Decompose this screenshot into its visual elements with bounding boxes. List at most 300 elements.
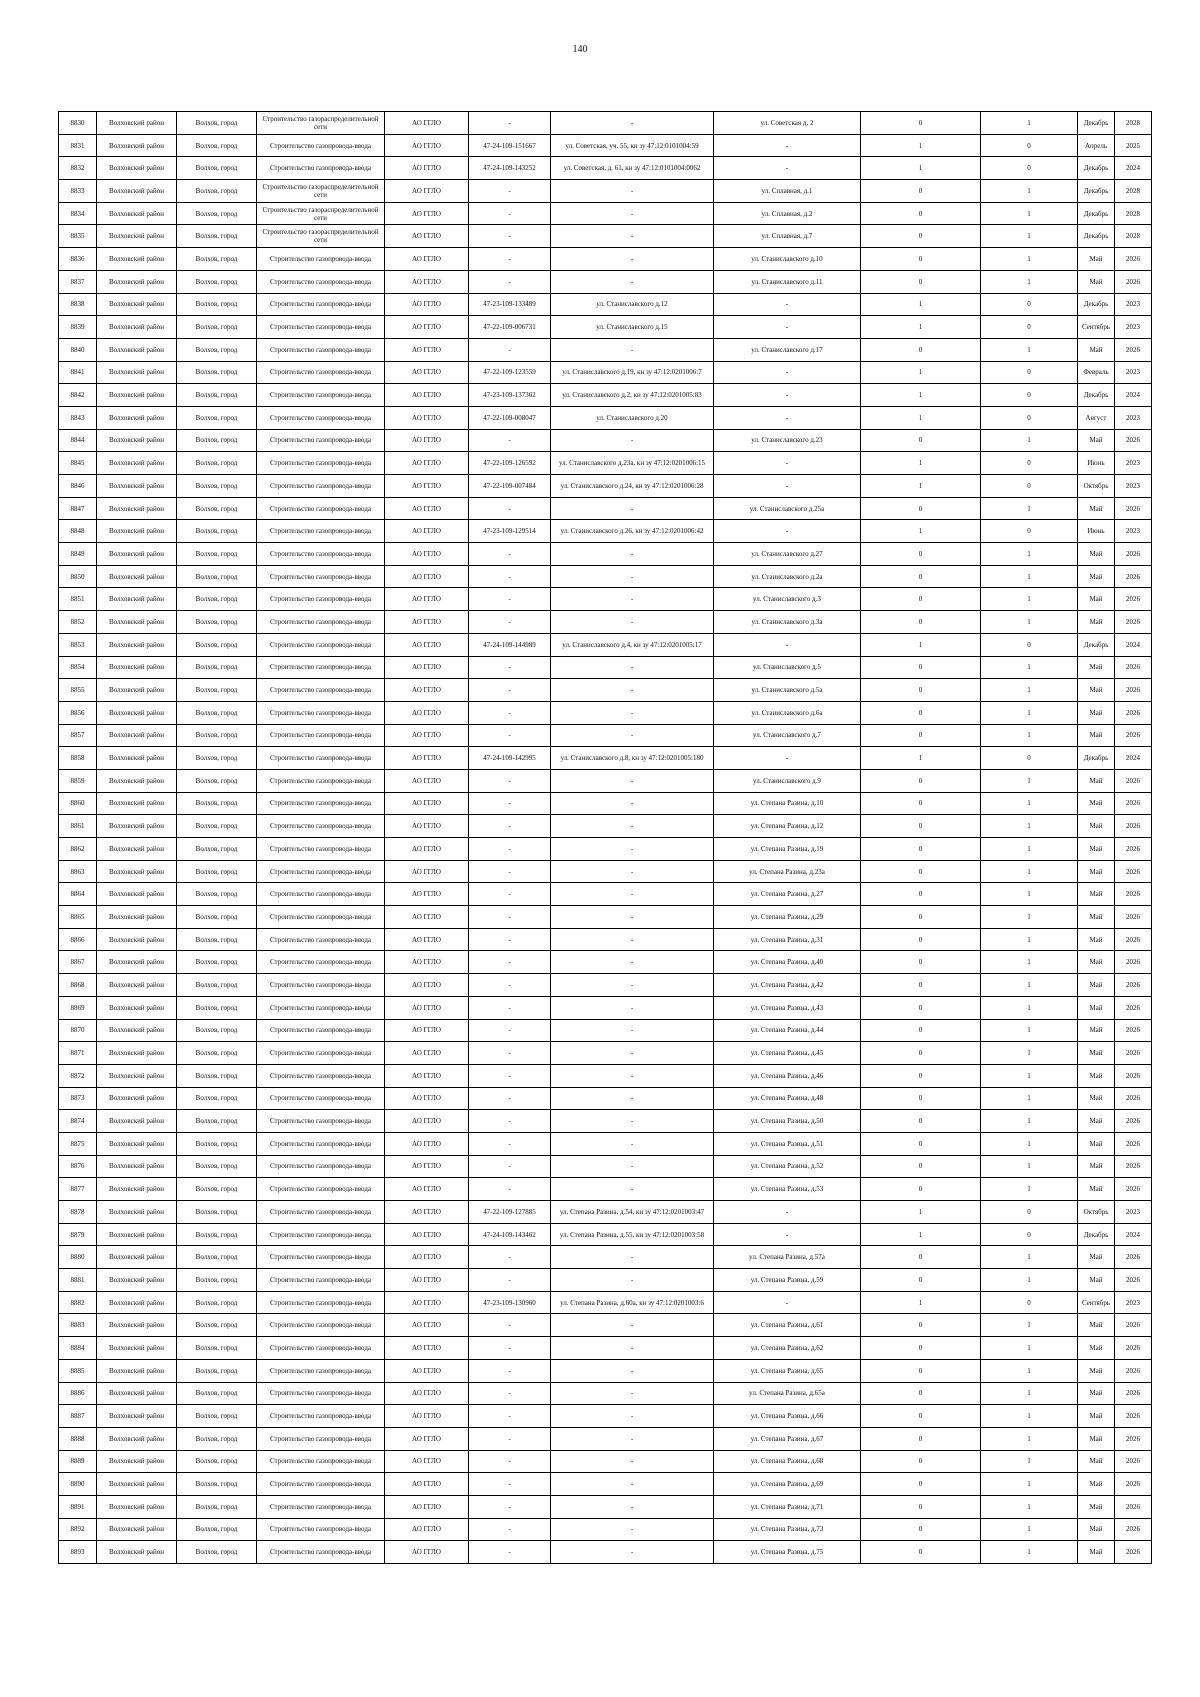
cell-year: 2028 (1115, 180, 1152, 203)
cell-row-number: 8875 (59, 1132, 97, 1155)
cell-district: Волховский район (97, 1019, 177, 1042)
cell-row-number: 8834 (59, 202, 97, 225)
cell-flag-planned: 1 (981, 1087, 1078, 1110)
cell-year: 2023 (1115, 406, 1152, 429)
table-row (59, 974, 1152, 997)
cell-year: 2026 (1115, 1495, 1152, 1518)
cell-district: Волховский район (97, 588, 177, 611)
cell-house-address: ул. Станиславского д.2а (714, 565, 861, 588)
cell-flag-planned: 0 (981, 475, 1078, 498)
table-row (59, 1359, 1152, 1382)
cell-parcel-address: - (551, 1359, 714, 1382)
cell-district: Волховский район (97, 1087, 177, 1110)
table-row (59, 906, 1152, 929)
cell-parcel-address: - (551, 679, 714, 702)
cell-month: Май (1078, 701, 1115, 724)
cell-work-type: Строительство газопровода-ввода (257, 452, 385, 475)
cell-district: Волховский район (97, 838, 177, 861)
cell-house-address: - (714, 361, 861, 384)
cell-district: Волховский район (97, 361, 177, 384)
cell-month: Май (1078, 338, 1115, 361)
cell-flag-applied: 1 (861, 475, 981, 498)
cell-district: Волховский район (97, 611, 177, 634)
cell-settlement: Волхов, город (177, 1246, 257, 1269)
cell-district: Волховский район (97, 1541, 177, 1564)
cell-organization: АО ГГЛО (385, 1155, 469, 1178)
cell-application-number: - (469, 724, 551, 747)
cell-year: 2026 (1115, 1450, 1152, 1473)
cell-house-address: ул. Станиславского д.27 (714, 543, 861, 566)
cell-application-number: 47-22-109-127885 (469, 1201, 551, 1224)
cell-work-type: Строительство газопровода-ввода (257, 157, 385, 180)
cell-district: Волховский район (97, 293, 177, 316)
cell-house-address: - (714, 1291, 861, 1314)
cell-flag-applied: 0 (861, 860, 981, 883)
cell-year: 2026 (1115, 248, 1152, 271)
cell-parcel-address: ул. Станиславского д.4, кн зу 47:12:0201005:17 (551, 633, 714, 656)
cell-row-number: 8871 (59, 1042, 97, 1065)
cell-organization: АО ГГЛО (385, 293, 469, 316)
cell-district: Волховский район (97, 1405, 177, 1428)
cell-year: 2026 (1115, 928, 1152, 951)
cell-month: Май (1078, 429, 1115, 452)
cell-district: Волховский район (97, 475, 177, 498)
cell-organization: АО ГГЛО (385, 928, 469, 951)
cell-flag-applied: 1 (861, 384, 981, 407)
cell-settlement: Волхов, город (177, 293, 257, 316)
cell-district: Волховский район (97, 1064, 177, 1087)
cell-application-number: - (469, 1450, 551, 1473)
table-row (59, 452, 1152, 475)
cell-settlement: Волхов, город (177, 974, 257, 997)
cell-flag-planned: 0 (981, 361, 1078, 384)
cell-flag-applied: 0 (861, 112, 981, 135)
table-row (59, 883, 1152, 906)
cell-application-number: - (469, 565, 551, 588)
cell-flag-planned: 0 (981, 452, 1078, 475)
cell-flag-applied: 0 (861, 429, 981, 452)
cell-flag-planned: 1 (981, 815, 1078, 838)
cell-parcel-address: ул. Станиславского д.23а, кн зу 47:12:0201006:15 (551, 452, 714, 475)
cell-year: 2028 (1115, 202, 1152, 225)
cell-application-number: - (469, 1359, 551, 1382)
cell-flag-planned: 1 (981, 1427, 1078, 1450)
cell-flag-applied: 0 (861, 974, 981, 997)
cell-application-number: - (469, 1337, 551, 1360)
cell-work-type: Строительство газопровода-ввода (257, 1246, 385, 1269)
cell-parcel-address: - (551, 1132, 714, 1155)
cell-settlement: Волхов, город (177, 1019, 257, 1042)
cell-row-number: 8854 (59, 656, 97, 679)
cell-organization: АО ГГЛО (385, 974, 469, 997)
cell-month: Май (1078, 883, 1115, 906)
cell-parcel-address: - (551, 1450, 714, 1473)
table-row (59, 270, 1152, 293)
cell-flag-planned: 1 (981, 1110, 1078, 1133)
cell-parcel-address: - (551, 1246, 714, 1269)
cell-month: Май (1078, 679, 1115, 702)
cell-work-type: Строительство газопровода-ввода (257, 1359, 385, 1382)
cell-organization: АО ГГЛО (385, 996, 469, 1019)
cell-month: Август (1078, 406, 1115, 429)
table-row (59, 1427, 1152, 1450)
cell-house-address: ул. Станиславского д.3а (714, 611, 861, 634)
cell-district: Волховский район (97, 202, 177, 225)
cell-parcel-address: ул. Советская, д. 61, кн зу 47:12:0101004:0062 (551, 157, 714, 180)
cell-month: Декабрь (1078, 202, 1115, 225)
cell-settlement: Волхов, город (177, 202, 257, 225)
cell-parcel-address: ул. Степана Разина, д.54, кн зу 47:12:0201003:47 (551, 1201, 714, 1224)
cell-settlement: Волхов, город (177, 588, 257, 611)
cell-work-type: Строительство газопровода-ввода (257, 996, 385, 1019)
cell-district: Волховский район (97, 1246, 177, 1269)
cell-house-address: ул. Сплавная, д.1 (714, 180, 861, 203)
cell-application-number: 47-22-109-123559 (469, 361, 551, 384)
cell-house-address: - (714, 520, 861, 543)
cell-application-number: - (469, 679, 551, 702)
table-row (59, 293, 1152, 316)
cell-year: 2026 (1115, 1019, 1152, 1042)
cell-organization: АО ГГЛО (385, 338, 469, 361)
cell-house-address: - (714, 747, 861, 770)
cell-organization: АО ГГЛО (385, 1314, 469, 1337)
cell-flag-planned: 1 (981, 1518, 1078, 1541)
cell-month: Май (1078, 1359, 1115, 1382)
table-row (59, 1382, 1152, 1405)
cell-settlement: Волхов, город (177, 270, 257, 293)
table-row (59, 792, 1152, 815)
cell-row-number: 8885 (59, 1359, 97, 1382)
cell-month: Декабрь (1078, 747, 1115, 770)
cell-parcel-address: - (551, 1064, 714, 1087)
cell-work-type: Строительство газопровода-ввода (257, 316, 385, 339)
cell-flag-applied: 1 (861, 1291, 981, 1314)
cell-district: Волховский район (97, 1178, 177, 1201)
cell-flag-applied: 0 (861, 1155, 981, 1178)
cell-work-type: Строительство газопровода-ввода (257, 860, 385, 883)
cell-year: 2028 (1115, 112, 1152, 135)
cell-house-address: ул. Станиславского д.3 (714, 588, 861, 611)
cell-parcel-address: - (551, 1314, 714, 1337)
cell-house-address: ул. Степана Разина, д.43 (714, 996, 861, 1019)
cell-row-number: 8838 (59, 293, 97, 316)
cell-application-number: - (469, 951, 551, 974)
cell-flag-applied: 0 (861, 996, 981, 1019)
table-row (59, 1291, 1152, 1314)
cell-settlement: Волхов, город (177, 316, 257, 339)
table-row (59, 1019, 1152, 1042)
cell-flag-planned: 0 (981, 1201, 1078, 1224)
cell-house-address: ул. Сплавная, д.7 (714, 225, 861, 248)
cell-year: 2024 (1115, 747, 1152, 770)
cell-settlement: Волхов, город (177, 1405, 257, 1428)
cell-flag-planned: 1 (981, 1314, 1078, 1337)
cell-flag-planned: 0 (981, 520, 1078, 543)
cell-house-address: ул. Степана Разина, д.65а (714, 1382, 861, 1405)
cell-district: Волховский район (97, 225, 177, 248)
cell-application-number: 47-22-109-126592 (469, 452, 551, 475)
table-row (59, 1178, 1152, 1201)
cell-settlement: Волхов, город (177, 928, 257, 951)
cell-flag-planned: 1 (981, 202, 1078, 225)
cell-settlement: Волхов, город (177, 792, 257, 815)
cell-flag-planned: 1 (981, 1178, 1078, 1201)
cell-application-number: 47-24-109-143252 (469, 157, 551, 180)
cell-flag-applied: 0 (861, 1359, 981, 1382)
cell-district: Волховский район (97, 633, 177, 656)
cell-flag-planned: 1 (981, 1541, 1078, 1564)
cell-organization: АО ГГЛО (385, 475, 469, 498)
cell-flag-planned: 0 (981, 157, 1078, 180)
cell-row-number: 8880 (59, 1246, 97, 1269)
cell-district: Волховский район (97, 747, 177, 770)
cell-organization: АО ГГЛО (385, 1087, 469, 1110)
cell-settlement: Волхов, город (177, 1155, 257, 1178)
cell-row-number: 8859 (59, 769, 97, 792)
table-row (59, 384, 1152, 407)
cell-settlement: Волхов, город (177, 543, 257, 566)
cell-row-number: 8869 (59, 996, 97, 1019)
cell-row-number: 8844 (59, 429, 97, 452)
cell-year: 2026 (1115, 1337, 1152, 1360)
cell-house-address: - (714, 1201, 861, 1224)
cell-flag-planned: 1 (981, 1473, 1078, 1496)
cell-flag-applied: 0 (861, 1132, 981, 1155)
cell-application-number: - (469, 1019, 551, 1042)
cell-row-number: 8890 (59, 1473, 97, 1496)
cell-district: Волховский район (97, 656, 177, 679)
cell-flag-applied: 0 (861, 1314, 981, 1337)
table-row (59, 1132, 1152, 1155)
cell-organization: АО ГГЛО (385, 1291, 469, 1314)
cell-settlement: Волхов, город (177, 475, 257, 498)
cell-parcel-address: - (551, 1382, 714, 1405)
cell-flag-applied: 0 (861, 1269, 981, 1292)
cell-house-address: ул. Станиславского д.25а (714, 497, 861, 520)
cell-work-type: Строительство газопровода-ввода (257, 1405, 385, 1428)
cell-work-type: Строительство газопровода-ввода (257, 747, 385, 770)
cell-district: Волховский район (97, 134, 177, 157)
cell-row-number: 8831 (59, 134, 97, 157)
cell-parcel-address: - (551, 906, 714, 929)
cell-year: 2026 (1115, 951, 1152, 974)
cell-parcel-address: - (551, 1405, 714, 1428)
cell-application-number: - (469, 996, 551, 1019)
cell-application-number: 47-23-109-133489 (469, 293, 551, 316)
cell-organization: АО ГГЛО (385, 384, 469, 407)
gasification-table (58, 111, 1152, 1564)
cell-flag-planned: 1 (981, 611, 1078, 634)
cell-work-type: Строительство газопровода-ввода (257, 1178, 385, 1201)
cell-month: Апрель (1078, 134, 1115, 157)
cell-settlement: Волхов, город (177, 724, 257, 747)
cell-flag-planned: 0 (981, 1291, 1078, 1314)
table-row (59, 112, 1152, 135)
cell-month: Май (1078, 1382, 1115, 1405)
cell-parcel-address: - (551, 1541, 714, 1564)
cell-house-address: ул. Степана Разина, д.67 (714, 1427, 861, 1450)
cell-work-type: Строительство газопровода-ввода (257, 1064, 385, 1087)
cell-parcel-address: - (551, 112, 714, 135)
cell-month: Май (1078, 838, 1115, 861)
cell-district: Волховский район (97, 452, 177, 475)
cell-application-number: - (469, 1110, 551, 1133)
cell-work-type: Строительство газопровода-ввода (257, 429, 385, 452)
cell-year: 2026 (1115, 565, 1152, 588)
cell-organization: АО ГГЛО (385, 1405, 469, 1428)
cell-flag-applied: 0 (861, 1178, 981, 1201)
cell-flag-planned: 1 (981, 1359, 1078, 1382)
cell-organization: АО ГГЛО (385, 1518, 469, 1541)
cell-settlement: Волхов, город (177, 701, 257, 724)
cell-parcel-address: ул. Станиславского д.12 (551, 293, 714, 316)
cell-month: Май (1078, 1042, 1115, 1065)
cell-settlement: Волхов, город (177, 1541, 257, 1564)
cell-settlement: Волхов, город (177, 225, 257, 248)
cell-district: Волховский район (97, 1042, 177, 1065)
cell-house-address: ул. Степана Разина, д.59 (714, 1269, 861, 1292)
cell-work-type: Строительство газопровода-ввода (257, 951, 385, 974)
cell-work-type: Строительство газопровода-ввода (257, 475, 385, 498)
cell-year: 2026 (1115, 1087, 1152, 1110)
cell-work-type: Строительство газопровода-ввода (257, 1541, 385, 1564)
cell-parcel-address: - (551, 202, 714, 225)
table-row (59, 225, 1152, 248)
cell-district: Волховский район (97, 1495, 177, 1518)
cell-flag-planned: 1 (981, 1042, 1078, 1065)
cell-work-type: Строительство газораспределительной сети (257, 112, 385, 135)
cell-house-address: ул. Станиславского д.9 (714, 769, 861, 792)
table-row (59, 860, 1152, 883)
cell-month: Май (1078, 611, 1115, 634)
cell-application-number: - (469, 588, 551, 611)
cell-organization: АО ГГЛО (385, 701, 469, 724)
cell-organization: АО ГГЛО (385, 633, 469, 656)
cell-month: Май (1078, 769, 1115, 792)
cell-year: 2026 (1115, 724, 1152, 747)
cell-flag-applied: 1 (861, 633, 981, 656)
cell-work-type: Строительство газопровода-ввода (257, 1042, 385, 1065)
cell-parcel-address: - (551, 497, 714, 520)
cell-parcel-address: ул. Станиславского д.8, кн зу 47:12:0201005:180 (551, 747, 714, 770)
cell-work-type: Строительство газопровода-ввода (257, 701, 385, 724)
cell-application-number: - (469, 883, 551, 906)
cell-parcel-address: - (551, 838, 714, 861)
cell-month: Май (1078, 951, 1115, 974)
cell-organization: АО ГГЛО (385, 1541, 469, 1564)
cell-house-address: ул. Степана Разина, д.27 (714, 883, 861, 906)
table-row (59, 338, 1152, 361)
cell-flag-applied: 1 (861, 452, 981, 475)
cell-flag-planned: 1 (981, 338, 1078, 361)
cell-district: Волховский район (97, 112, 177, 135)
cell-house-address: ул. Степана Разина, д.53 (714, 1178, 861, 1201)
cell-work-type: Строительство газопровода-ввода (257, 906, 385, 929)
cell-settlement: Волхов, город (177, 429, 257, 452)
cell-work-type: Строительство газопровода-ввода (257, 248, 385, 271)
cell-flag-planned: 1 (981, 1132, 1078, 1155)
cell-row-number: 8886 (59, 1382, 97, 1405)
table-row (59, 996, 1152, 1019)
cell-organization: АО ГГЛО (385, 679, 469, 702)
cell-house-address: - (714, 134, 861, 157)
cell-year: 2026 (1115, 1541, 1152, 1564)
cell-year: 2025 (1115, 134, 1152, 157)
cell-house-address: ул. Степана Разина, д.69 (714, 1473, 861, 1496)
cell-house-address: ул. Степана Разина, д.75 (714, 1541, 861, 1564)
cell-row-number: 8849 (59, 543, 97, 566)
cell-application-number: 47-24-109-142995 (469, 747, 551, 770)
cell-settlement: Волхов, город (177, 1382, 257, 1405)
table-row (59, 679, 1152, 702)
cell-row-number: 8888 (59, 1427, 97, 1450)
cell-flag-planned: 1 (981, 724, 1078, 747)
cell-work-type: Строительство газопровода-ввода (257, 724, 385, 747)
cell-month: Декабрь (1078, 1223, 1115, 1246)
cell-work-type: Строительство газопровода-ввода (257, 1518, 385, 1541)
cell-parcel-address: - (551, 270, 714, 293)
cell-application-number: - (469, 225, 551, 248)
cell-flag-planned: 1 (981, 180, 1078, 203)
cell-row-number: 8865 (59, 906, 97, 929)
cell-flag-applied: 0 (861, 497, 981, 520)
cell-year: 2023 (1115, 452, 1152, 475)
table-row (59, 1450, 1152, 1473)
cell-year: 2026 (1115, 1359, 1152, 1382)
cell-work-type: Строительство газопровода-ввода (257, 1110, 385, 1133)
cell-organization: АО ГГЛО (385, 520, 469, 543)
cell-flag-applied: 0 (861, 202, 981, 225)
cell-month: Май (1078, 1132, 1115, 1155)
cell-organization: АО ГГЛО (385, 248, 469, 271)
cell-district: Волховский район (97, 497, 177, 520)
cell-work-type: Строительство газопровода-ввода (257, 1382, 385, 1405)
cell-month: Декабрь (1078, 225, 1115, 248)
cell-year: 2026 (1115, 1518, 1152, 1541)
table-row (59, 1201, 1152, 1224)
cell-settlement: Волхов, город (177, 1518, 257, 1541)
cell-flag-planned: 0 (981, 747, 1078, 770)
cell-settlement: Волхов, город (177, 679, 257, 702)
cell-house-address: ул. Степана Разина, д.46 (714, 1064, 861, 1087)
cell-organization: АО ГГЛО (385, 1450, 469, 1473)
cell-month: Сентябрь (1078, 316, 1115, 339)
cell-flag-applied: 0 (861, 701, 981, 724)
cell-flag-planned: 1 (981, 1405, 1078, 1428)
cell-year: 2026 (1115, 497, 1152, 520)
cell-parcel-address: - (551, 1337, 714, 1360)
cell-flag-applied: 1 (861, 747, 981, 770)
cell-settlement: Волхов, город (177, 860, 257, 883)
cell-house-address: - (714, 633, 861, 656)
cell-flag-applied: 0 (861, 180, 981, 203)
cell-house-address: ул. Степана Разина, д.50 (714, 1110, 861, 1133)
cell-application-number: - (469, 543, 551, 566)
cell-month: Май (1078, 1405, 1115, 1428)
cell-month: Май (1078, 588, 1115, 611)
cell-year: 2026 (1115, 974, 1152, 997)
cell-organization: АО ГГЛО (385, 180, 469, 203)
table-row (59, 565, 1152, 588)
cell-work-type: Строительство газопровода-ввода (257, 361, 385, 384)
cell-application-number: 47-22-109-007484 (469, 475, 551, 498)
cell-work-type: Строительство газопровода-ввода (257, 1314, 385, 1337)
cell-year: 2026 (1115, 1269, 1152, 1292)
cell-row-number: 8832 (59, 157, 97, 180)
cell-organization: АО ГГЛО (385, 406, 469, 429)
cell-house-address: - (714, 293, 861, 316)
cell-flag-applied: 1 (861, 1201, 981, 1224)
